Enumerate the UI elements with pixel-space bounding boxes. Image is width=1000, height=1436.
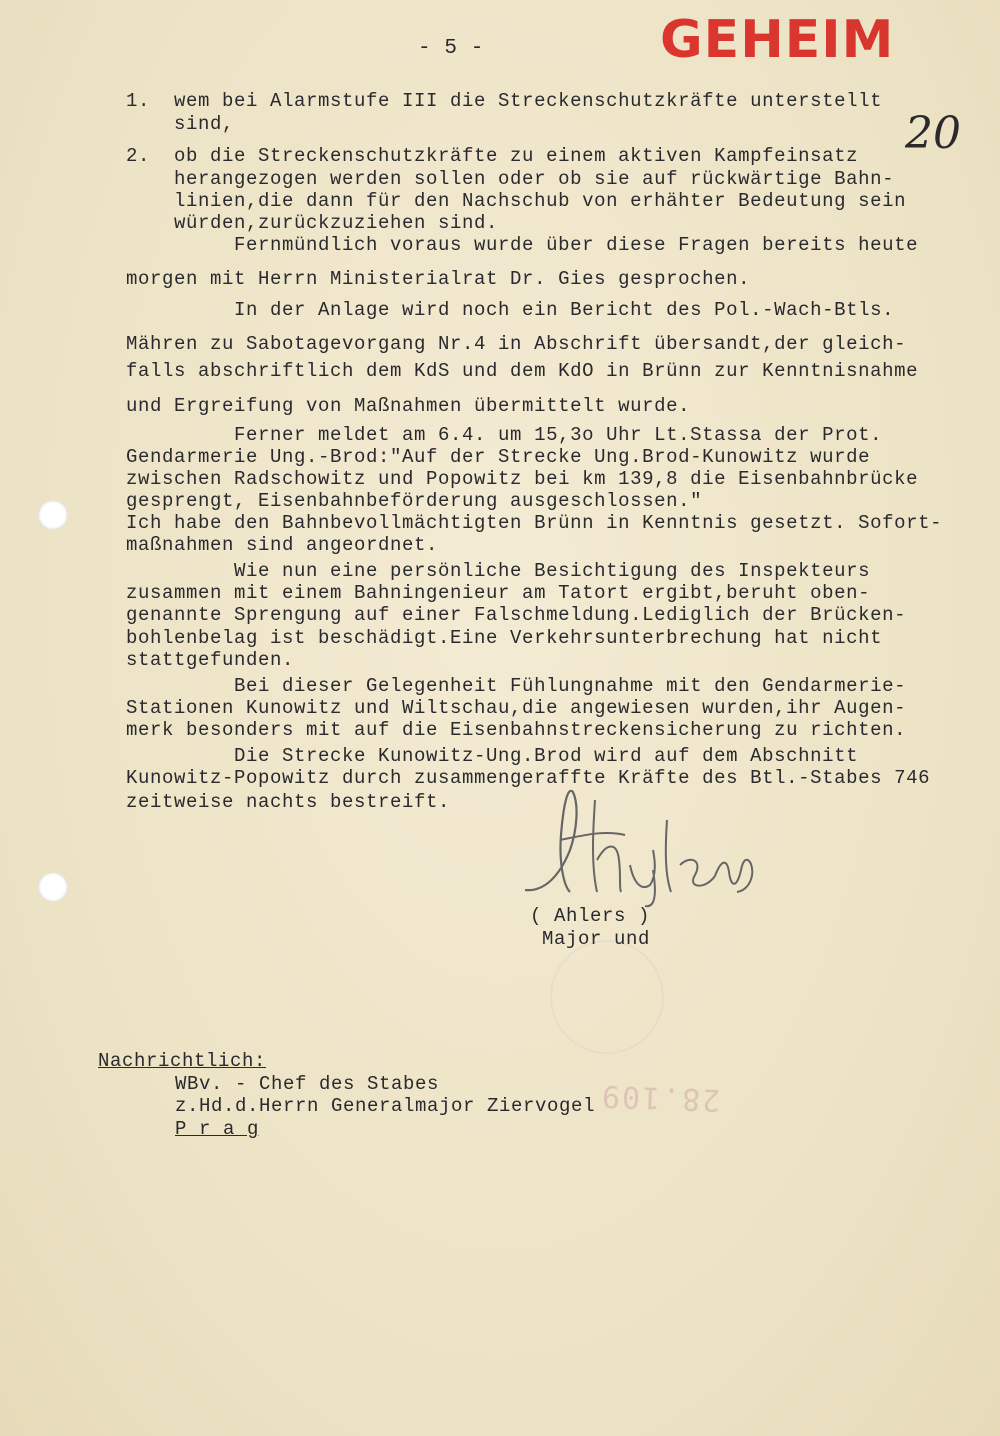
distribution-line: WBv. - Chef des Stabes — [175, 1073, 440, 1095]
body-text-line: maßnahmen sind angeordnet. — [126, 534, 439, 556]
body-text-line: linien,die dann für den Nachschub von erhähter Bedeutung sein — [126, 190, 907, 212]
distribution-heading: Nachrichtlich: — [98, 1050, 267, 1072]
body-text-line: genannte Sprengung auf einer Falschmeldung.Lediglich der Brücken- — [126, 604, 907, 626]
distribution-city: P r a g — [175, 1118, 260, 1140]
body-text-line: sind, — [126, 113, 235, 135]
faded-round-stamp — [550, 940, 664, 1054]
body-text-line: Die Strecke Kunowitz-Ung.Brod wird auf dem Abschnitt — [126, 745, 859, 767]
body-text-line: Wie nun eine persönliche Besichtigung des Inspekteurs — [126, 560, 871, 582]
page-number: - 5 - — [418, 37, 485, 60]
body-text-line: Kunowitz-Popowitz durch zusammengeraffte Kräfte des Btl.-Stabes 746 — [126, 767, 931, 789]
folio-number: 20 — [905, 108, 961, 159]
body-text-line: Stationen Kunowitz und Wiltschau,die angewiesen wurden,ihr Augen- — [126, 697, 907, 719]
body-text-line: stattgefunden. — [126, 649, 295, 671]
body-text-line: Bei dieser Gelegenheit Fühlungnahme mit den Gendarmerie- — [126, 675, 907, 697]
handwritten-signature — [515, 780, 775, 910]
body-text-line: zeitweise nachts bestreift. — [126, 791, 451, 813]
body-text-line: zwischen Radschowitz und Popowitz bei km 139,8 die Eisenbahnbrücke — [126, 468, 919, 490]
body-text-line: merk besonders mit auf die Eisenbahnstreckensicherung zu richten. — [126, 719, 907, 741]
punch-hole — [38, 872, 68, 902]
signer-rank: Major und — [542, 928, 651, 950]
classification-stamp: GEHEIM — [660, 10, 895, 70]
body-text-line: Ferner meldet am 6.4. um 15,3o Uhr Lt.Stassa der Prot. — [126, 424, 883, 446]
body-text-line: bohlenbelag ist beschädigt.Eine Verkehrsunterbrechung hat nicht — [126, 627, 883, 649]
body-text-line: morgen mit Herrn Ministerialrat Dr. Gies gesprochen. — [126, 268, 751, 290]
body-text-line: gesprengt, Eisenbahnbeförderung ausgeschlossen." — [126, 490, 703, 512]
body-text-line: falls abschriftlich dem KdS und dem KdO in Brünn zur Kenntnisnahme — [126, 360, 919, 382]
body-text-line: Ich habe den Bahnbevollmächtigten Brünn in Kenntnis gesetzt. Sofort- — [126, 512, 943, 534]
distribution-line: z.Hd.d.Herrn Generalmajor Ziervogel — [175, 1095, 596, 1117]
punch-hole — [38, 500, 68, 530]
body-text-line: und Ergreifung von Maßnahmen übermittelt wurde. — [126, 395, 691, 417]
body-text-line: Fernmündlich voraus wurde über diese Fragen bereits heute — [126, 234, 919, 256]
body-text-line: zusammen mit einem Bahningenieur am Tatort ergibt,beruht oben- — [126, 582, 871, 604]
body-text-line: herangezogen werden sollen oder ob sie auf rückwärtige Bahn- — [126, 168, 895, 190]
body-text-line: Mähren zu Sabotagevorgang Nr.4 in Abschrift übersandt,der gleich- — [126, 333, 907, 355]
faded-number-stamp: 28.109 — [599, 1077, 721, 1118]
typed-signer-name: ( Ahlers ) — [530, 905, 651, 927]
body-text-line: 1. wem bei Alarmstufe III die Streckenschutzkräfte unterstellt — [126, 90, 883, 112]
body-text-line: würden,zurückzuziehen sind. — [126, 212, 499, 234]
body-text-line: In der Anlage wird noch ein Bericht des Pol.-Wach-Btls. — [126, 299, 895, 321]
body-text-line: 2. ob die Streckenschutzkräfte zu einem aktiven Kampfeinsatz — [126, 145, 859, 167]
body-text-line: Gendarmerie Ung.-Brod:"Auf der Strecke Ung.Brod-Kunowitz wurde — [126, 446, 871, 468]
